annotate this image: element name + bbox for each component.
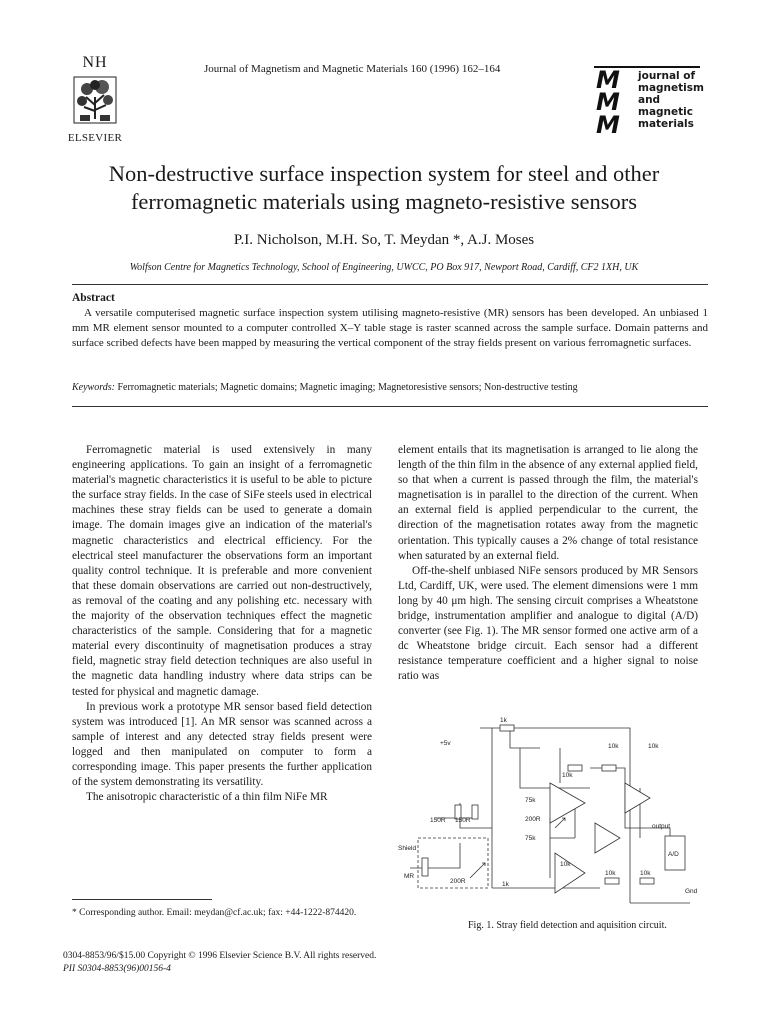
- paragraph: element entails that its magnetisation is arranged to lie along the length of the thin film in the absence of any external applied field, so that when a current is passed through the film, the material's magnetisation is in parallel to the direction of the current. When an external field is applied perpendicular to the current, the direction of the magnetisation rotates away from the magnetic orientation. This typically causes a 2% change of total resistance when saturated by an external field.: [398, 444, 698, 562]
- divider: [72, 284, 708, 285]
- footnote-rule: [72, 899, 212, 900]
- svg-text:M: M: [596, 111, 620, 139]
- footnote: * Corresponding author. Email: meydan@cf.ac.uk; fax: +44-1222-874420.: [72, 908, 357, 918]
- label-75k: 75k: [525, 797, 536, 804]
- label-5v: +5v: [440, 740, 451, 747]
- label-10k: 10k: [648, 743, 659, 750]
- keywords-label: Keywords:: [72, 382, 115, 393]
- abstract-heading: Abstract: [72, 292, 115, 304]
- title-line-2: ferromagnetic materials using magneto-resistive sensors: [130, 189, 638, 214]
- abstract-text: A versatile computerised magnetic surface inspection system utilising magneto-resistive (MR) sensors has been developed. An unbiased 1 mm MR element sensor mounted to a computer controlled X–Y table stage is raster scanned across the sample surface. Domain patterns and surface scribed defects have been mapped by measuring the vertical component of the stray fields present on various ferromagnetic surfaces.: [72, 307, 708, 349]
- svg-text:M: M: [596, 88, 620, 116]
- circuit-diagram: [398, 717, 710, 908]
- label-10k: 10k: [605, 870, 616, 877]
- pii-line: PII S0304-8853(96)00156-4: [63, 963, 171, 974]
- journal-logo-line: materials: [638, 118, 694, 130]
- copyright-footer: [63, 950, 376, 975]
- paragraph: Off-the-shelf unbiased NiFe sensors produced by MR Sensors Ltd, Cardiff, UK, were used. The element dimensions were 1 mm long by 40 μm high. The sensing circuit comprises a Wheatstone bridge, instrumentation amplifier and analogue to digital (A/D) converter (see Fig. 1). The MR sensor formed one active arm of a dc Wheatstone bridge circuit. Each sensor had a different resistance temperature coefficient and a higher signal to noise ratio was: [398, 564, 698, 683]
- title-line-1: Non-destructive surface inspection system for steel and other: [108, 161, 660, 186]
- label-1k: 1k: [502, 881, 509, 888]
- nh-mark: NH: [82, 54, 108, 71]
- journal-logo-text: [638, 70, 704, 130]
- paragraph: The anisotropic characteristic of a thin film NiFe MR: [86, 791, 328, 804]
- authors: P.I. Nicholson, M.H. So, T. Meydan *, A.J. Moses: [233, 232, 535, 248]
- label-mr: MR: [404, 873, 415, 880]
- label-1k: 1k: [500, 717, 507, 724]
- journal-logo: [594, 66, 704, 138]
- keywords: [72, 382, 578, 393]
- label-150r: 150R: [455, 817, 471, 824]
- copyright-line: 0304-8853/96/$15.00 Copyright © 1996 Elsevier Science B.V. All rights reserved.: [63, 951, 377, 961]
- label-gnd: Gnd: [685, 888, 698, 895]
- svg-text:M: M: [596, 66, 620, 94]
- publisher-logo: [55, 55, 135, 144]
- divider: [72, 406, 708, 407]
- journal-logo-line: magnetism: [638, 82, 704, 94]
- elsevier-tree-icon: [72, 75, 118, 125]
- journal-logo-line: magnetic: [638, 106, 693, 118]
- body-left-column: [72, 443, 372, 805]
- label-ad: A/D: [668, 851, 679, 858]
- body-right-column: [398, 443, 698, 685]
- label-shield: Shield: [398, 845, 417, 852]
- label-150r: 150R: [430, 817, 446, 824]
- label-output: output: [652, 823, 671, 830]
- label-10k: 10k: [608, 743, 619, 750]
- journal-logo-line: journal of: [638, 70, 696, 82]
- keywords-text: Ferromagnetic materials; Magnetic domains; Magnetic imaging; Magnetoresistive sensors; Non-destructive testing: [117, 382, 578, 393]
- label-200r: 200R: [450, 878, 466, 885]
- label-75k: 75k: [525, 835, 536, 842]
- paragraph: In previous work a prototype MR sensor based field detection system was introduced [1]. An MR sensor was scanned across a sample of interest and any detected stray fields present were logged and then manipulated on computer to form a corresponding image. This paper presents the further application of the system demonstrating its versatility.: [72, 700, 372, 789]
- publisher-name: ELSEVIER: [67, 132, 123, 144]
- label-10k: 10k: [562, 772, 573, 779]
- journal-reference: Journal of Magnetism and Magnetic Materials 160 (1996) 162–164: [204, 63, 501, 75]
- affiliation: Wolfson Centre for Magnetics Technology, School of Engineering, UWCC, PO Box 917, Newport Road, Cardiff, CF2 1XH, UK: [129, 262, 639, 273]
- label-10k: 10k: [640, 870, 651, 877]
- figure-caption: Fig. 1. Stray field detection and aquisition circuit.: [468, 920, 667, 931]
- label-10k: 10k: [560, 861, 571, 868]
- paper-title: [40, 160, 728, 216]
- journal-logo-line: and: [638, 94, 661, 106]
- paragraph: Ferromagnetic material is used extensively in many engineering applications. To gain an insight of a ferromagnetic material's magnetic characteristics it is useful to be able to picture the surface stray fields. In the case of SiFe steels used in electrical machines these stray fields can be used to generate a domain image. The domain images give an indication of the material's magnetic characteristics and electrical efficiency. For the electrical steel manufacturer the observations form an important quality control technique. It is preferable and more convenient that these domain observations are carried out non-destructively, as removal of the coating and any polishing etc. necessary with the majority of the observation techniques effect the magnetic characteristics of the sample. Considering that for a magnetic material every discontinuity of magnetisation produces a stray field, magnetic stray field detection techniques are also useful in the magnetic data handling industry where data strips can be tested for physical and magnetic damage.: [72, 444, 372, 698]
- label-200r: 200R: [525, 816, 541, 823]
